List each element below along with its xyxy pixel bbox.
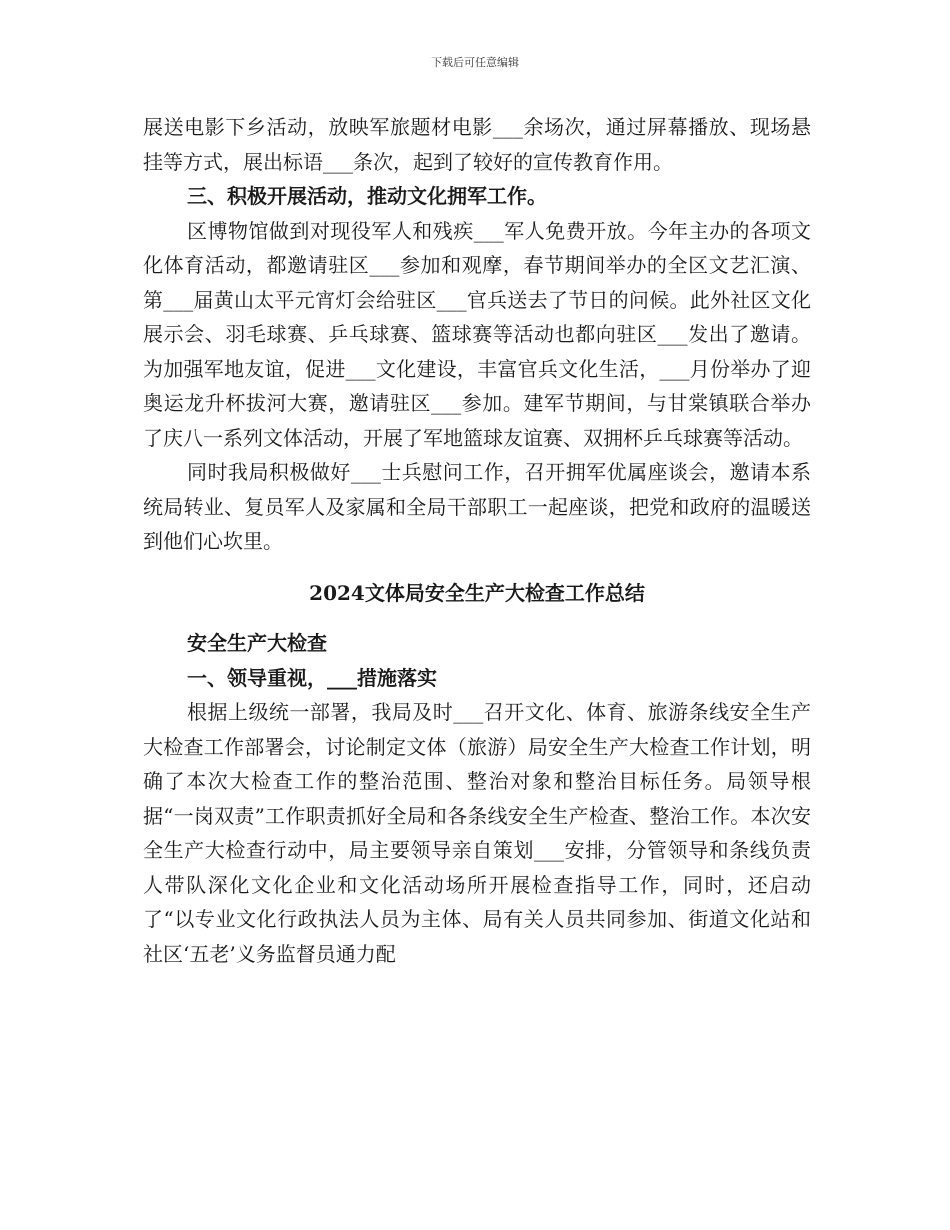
header-note: 下载后可任意编辑 [431, 56, 519, 69]
paragraph-3: 同时我局积极做好___士兵慰问工作，召开拥军优属座谈会，邀请本系统局转业、复员军人及家属和全局干部职工一起座谈，把党和政府的温暖送到他们心坎里。 [143, 460, 811, 553]
paragraph-1: 展送电影下乡活动，放映军旅题材电影___余场次，通过屏幕播放、现场悬挂等方式，展出标语___条次，起到了较好的宣传教育作用。 [143, 115, 811, 174]
subheading-safety-check: 安全生产大检查 [187, 631, 327, 655]
section-heading-1: 一、领导重视，___措施落实 [187, 665, 437, 690]
paragraph-2: 区博物馆做到对现役军人和残疾___军人免费开放。今年主办的各项文化体育活动，都邀请驻区___参加和观摩，春节期间举办的全区文艺汇演、第___届黄山太平元宵灯会给驻区___官兵送去了节日的问候。此外社区文化展示会、羽毛球赛、乒乓球赛、篮球赛等活动也都向驻区___发出了邀请。为加强军地友谊，促进___文化建设，丰富官兵文化生活，___月份举办了迎奥运龙升杯拔河大赛，邀请驻区___参加。建军节期间，与甘棠镇联合举办了庆八一系列文体活动，开展了军地篮球友谊赛、双拥杯乒乓球赛等活动。 [143, 218, 811, 450]
paragraph-4: 根据上级统一部署，我局及时___召开文化、体育、旅游条线安全生产大检查工作部署会，讨论制定文体（旅游）局安全生产大检查工作计划，明确了本次大检查工作的整治范围、整治对象和整治目标任务。局领导根据“一岗双责”工作职责抓好全局和各条线安全生产检查、整治工作。本次安全生产大检查行动中，局主要领导亲自策划___安排，分管领导和条线负责人带队深化文化企业和文化活动场所开展检查指导工作，同时，还启动了“以专业文化行政执法人员为主体、局有关人员共同参加、街道文化站和社区‘五老’义务监督员通力配 [143, 700, 811, 966]
document-title: 2024文体局安全生产大检查工作总结 [309, 580, 645, 605]
document-body [143, 110, 811, 971]
section-heading-3: 三、积极开展活动，推动文化拥军工作。 [187, 184, 547, 208]
